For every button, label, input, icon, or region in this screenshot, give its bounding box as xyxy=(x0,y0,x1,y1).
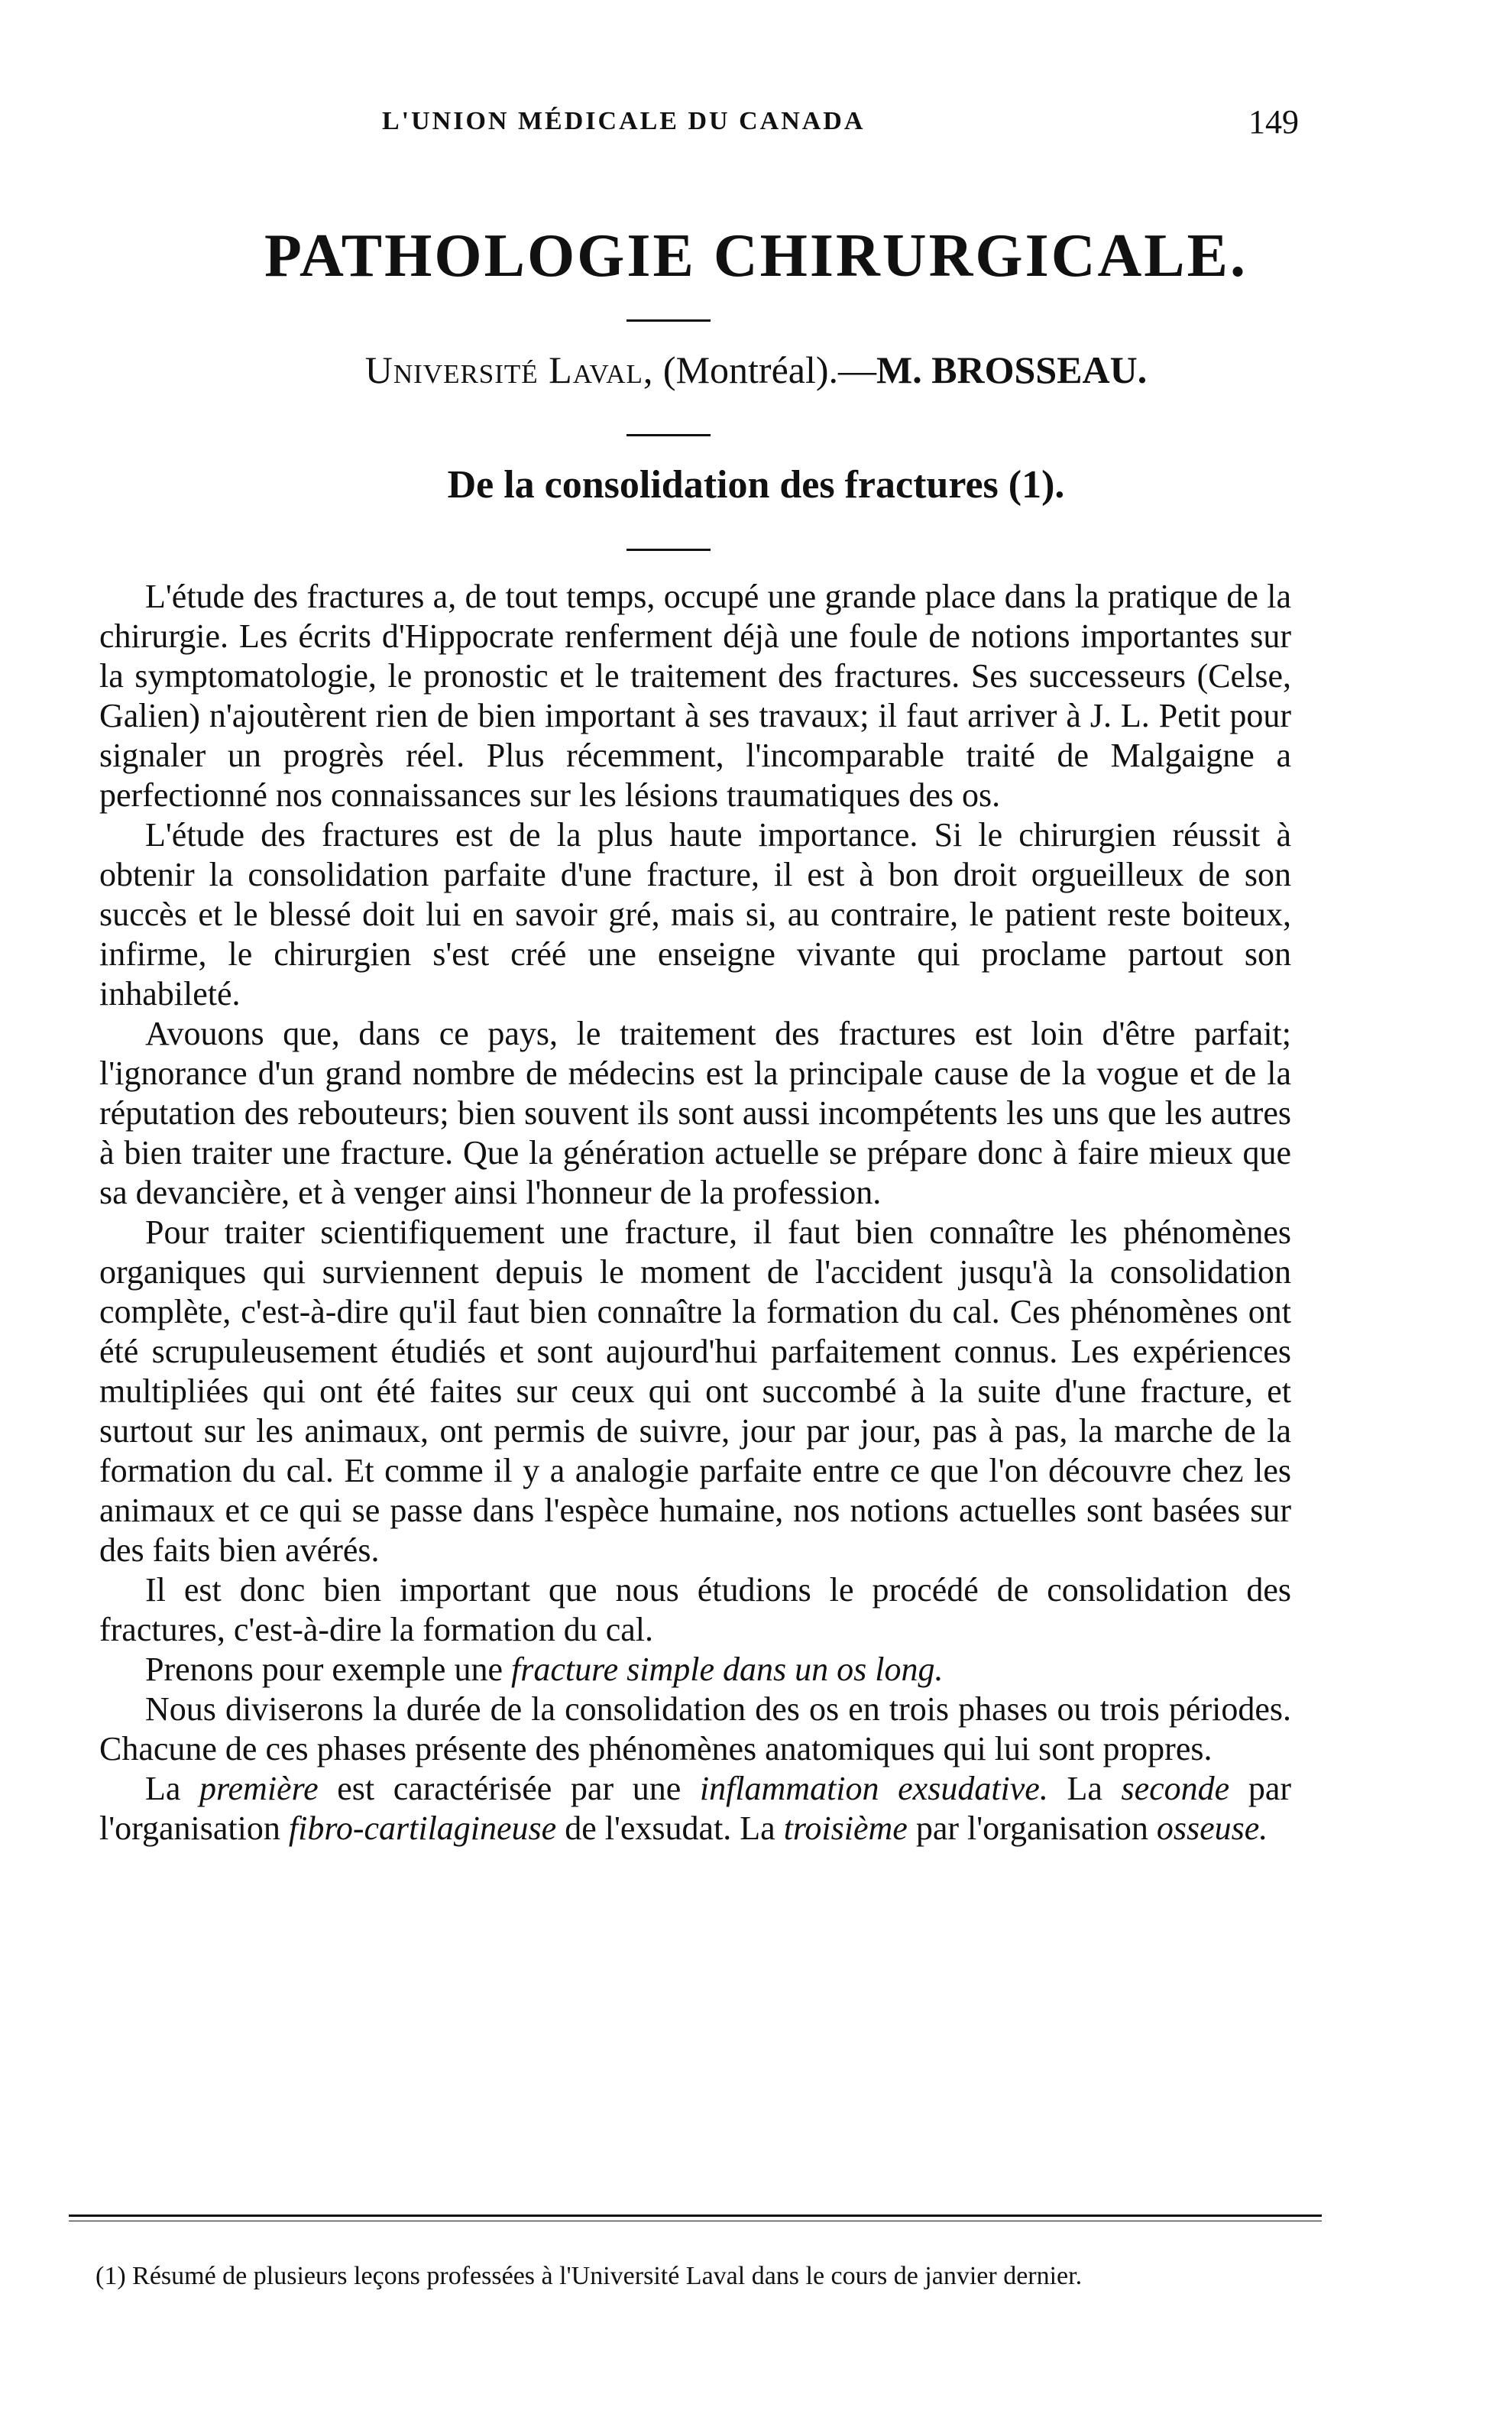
paragraph-8 xyxy=(99,1769,1291,1848)
p8-i: de l'exsudat. La xyxy=(556,1810,784,1847)
title-rule xyxy=(626,319,711,322)
p8-inflammation: inflammation exsudative. xyxy=(699,1770,1048,1807)
paragraph-7: Nous diviserons la durée de la consolidation des os en trois phases ou trois périodes. Chacune de ces phases présente des phénomènes anatomiques qui lui sont propres. xyxy=(99,1690,1291,1767)
p8-e: La xyxy=(1047,1770,1122,1807)
article-subtitle: De la consolidation des fractures (1). xyxy=(447,463,1065,507)
paragraph-2: L'étude des fractures est de la plus haute importance. Si le chirurgien réussit à obtenir la consolidation parfaite d'une fracture, il est à bon droit orgueilleux de son succès et le blessé doit lui en savoir gré, mais si, au contraire, le patient reste boiteux, infirme, le chirurgien s'est créé une enseigne vivante qui proclame partout son inhabileté. xyxy=(99,816,1291,1012)
p8-g: par l'organisation xyxy=(99,1770,1292,1847)
byline-institution: Université Laval, xyxy=(364,348,654,391)
p8-fibro: fibro-cartilagineuse xyxy=(288,1810,557,1847)
paragraph-1: L'étude des fractures a, de tout temps, occupé une grande place dans la pratique de la chirurgie. Les écrits d'Hippocrate renferment déjà une foule de notions importantes sur la symptomatologie, le pronostic et le traitement des fractures. Ses successeurs (Celse, Galien) n'ajoutèrent rien de bien important à ses travaux; il faut arriver à J. L. Petit pour signaler un progrès réel. Plus récemment, l'incomparable traité de Malgaigne a perfectionné nos connaissances sur les lésions traumatiques des os. xyxy=(99,578,1291,814)
paragraph-6-lead: Prenons pour exemple une xyxy=(145,1651,511,1688)
paragraph-6 xyxy=(99,1650,1291,1690)
p8-c: est caractérisée par une xyxy=(318,1770,700,1807)
page-number: 149 xyxy=(1248,103,1299,141)
p8-premiere: première xyxy=(199,1770,319,1807)
p8-troisieme: troisième xyxy=(783,1810,908,1847)
byline-rule xyxy=(626,434,711,436)
paragraph-3: Avouons que, dans ce pays, le traitement des fractures est loin d'être parfait; l'ignorance d'un grand nombre de médecins est la principale cause de la vogue et de la réputation des rebouteurs; bien souvent ils sont aussi incompétents les uns que les autres à bien traiter une fracture. Que la génération actuelle se prépare donc à faire mieux que sa devancière, et à venger ainsi l'honneur de la profession. xyxy=(99,1015,1291,1211)
p8-k: par l'organisation xyxy=(907,1810,1157,1847)
byline xyxy=(0,348,1512,392)
paragraph-5: Il est donc bien important que nous étudions le procédé de consolidation des fractures, c'est-à-dire la formation du cal. xyxy=(99,1571,1291,1648)
journal-title: L'UNION MÉDICALE DU CANADA xyxy=(382,107,866,135)
footnote: (1) Résumé de plusieurs leçons professées à l'Université Laval dans le cours de janvier dernier. xyxy=(96,2262,1083,2290)
paragraph-6-emphasis: fracture simple dans un os long. xyxy=(511,1651,944,1688)
byline-author: M. BROSSEAU. xyxy=(876,348,1148,391)
p8-a: La xyxy=(145,1770,200,1807)
byline-city: (Montréal).— xyxy=(662,348,876,391)
paragraph-4: Pour traiter scientifiquement une fracture, il faut bien connaître les phénomènes organiques qui surviennent depuis le moment de l'accident jusqu'à la consolidation complète, c'est-à-dire qu'il faut bien connaître la formation du cal. Ces phénomènes ont été scrupuleusement étudiés et sont aujourd'hui parfaitement connus. Les expériences multipliées qui ont été faites sur ceux qui ont succombé à la suite d'une fracture, et surtout sur les animaux, ont permis de suivre, jour par jour, pas à pas, la marche de la formation du cal. Et comme il y a analogie parfaite entre ce que l'on découvre chez les animaux et ce qui se passe dans l'espèce humaine, nos notions actuelles sont basées sur des faits bien avérés. xyxy=(99,1213,1291,1569)
subtitle-rule xyxy=(626,549,711,551)
p8-osseuse: osseuse. xyxy=(1156,1810,1268,1847)
p8-seconde: seconde xyxy=(1121,1770,1230,1807)
section-title: PATHOLOGIE CHIRURGICALE. xyxy=(264,222,1248,290)
article-body xyxy=(99,577,1291,1848)
running-head xyxy=(382,103,1299,153)
footnote-rule xyxy=(69,2215,1322,2217)
